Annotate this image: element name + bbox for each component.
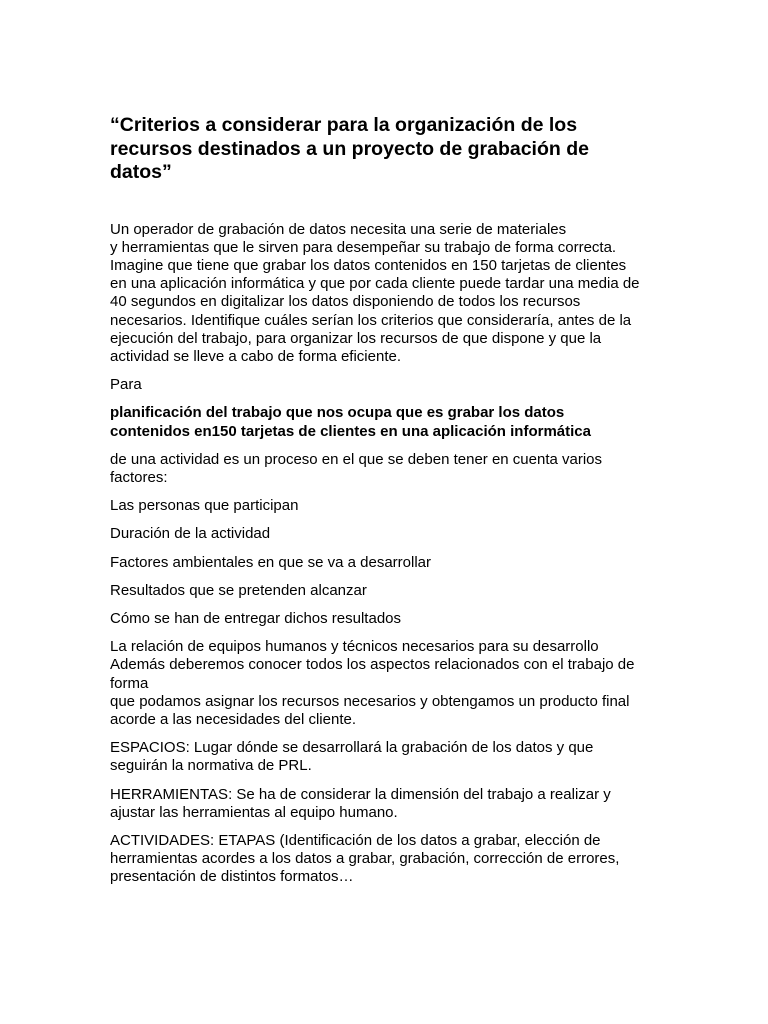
planning-paragraph: planificación del trabajo que nos ocupa que es grabar los datos contenidos en150 tarjetas de clientes en una aplicación informática [110,404,591,440]
process-paragraph: de una actividad es un proceso en el que se deben tener en cuenta varios factores: [110,450,603,486]
document-title: “Criterios a considerar para la organización de los recursos destinados a un proyecto de grabación de datos” [110,114,589,183]
factor-item: Factores ambientales en que se va a desarrollar [110,553,432,571]
factor-item: Las personas que participan [110,497,299,515]
document-page [110,114,670,887]
factor-item: Duración de la actividad [110,525,271,543]
factor-item: Cómo se han de entregar dichos resultados [110,609,402,627]
herramientas-paragraph: HERRAMIENTAS: Se ha de considerar la dimensión del trabajo a realizar y ajustar las herramientas al equipo humano. [110,785,611,821]
para-label: Para [110,376,142,394]
intro-paragraph: Un operador de grabación de datos necesita una serie de materiales y herramientas que le sirven para desempeñar su trabajo de forma correcta. Imagine que tiene que grabar los datos contenidos en 150 tarjetas de clientes en una aplicación informática y que por cada cliente puede tardar una media de 40 segundos en digitalizar los datos disponiendo de todos los recursos necesarios. Identifique cuáles serían los criterios que consideraría, antes de la ejecución del trabajo, para organizar los recursos de que dispone y que la actividad se lleve a cabo de forma eficiente. [110,220,640,365]
factor-item: Resultados que se pretenden alcanzar [110,581,367,599]
actividades-paragraph: ACTIVIDADES: ETAPAS (Identificación de los datos a grabar, elección de herramientas acordes a los datos a grabar, grabación, corrección de errores, presentación de distintos formatos… [110,831,620,886]
espacios-paragraph: ESPACIOS: Lugar dónde se desarrollará la grabación de los datos y que seguirán la normativa de PRL. [110,739,594,775]
relation-paragraph: La relación de equipos humanos y técnicos necesarios para su desarrollo Además deberemos conocer todos los aspectos relacionados con el trabajo de forma que podamos asignar los recursos necesarios y obtengamos un producto final acorde a las necesidades del cliente. [110,638,635,728]
